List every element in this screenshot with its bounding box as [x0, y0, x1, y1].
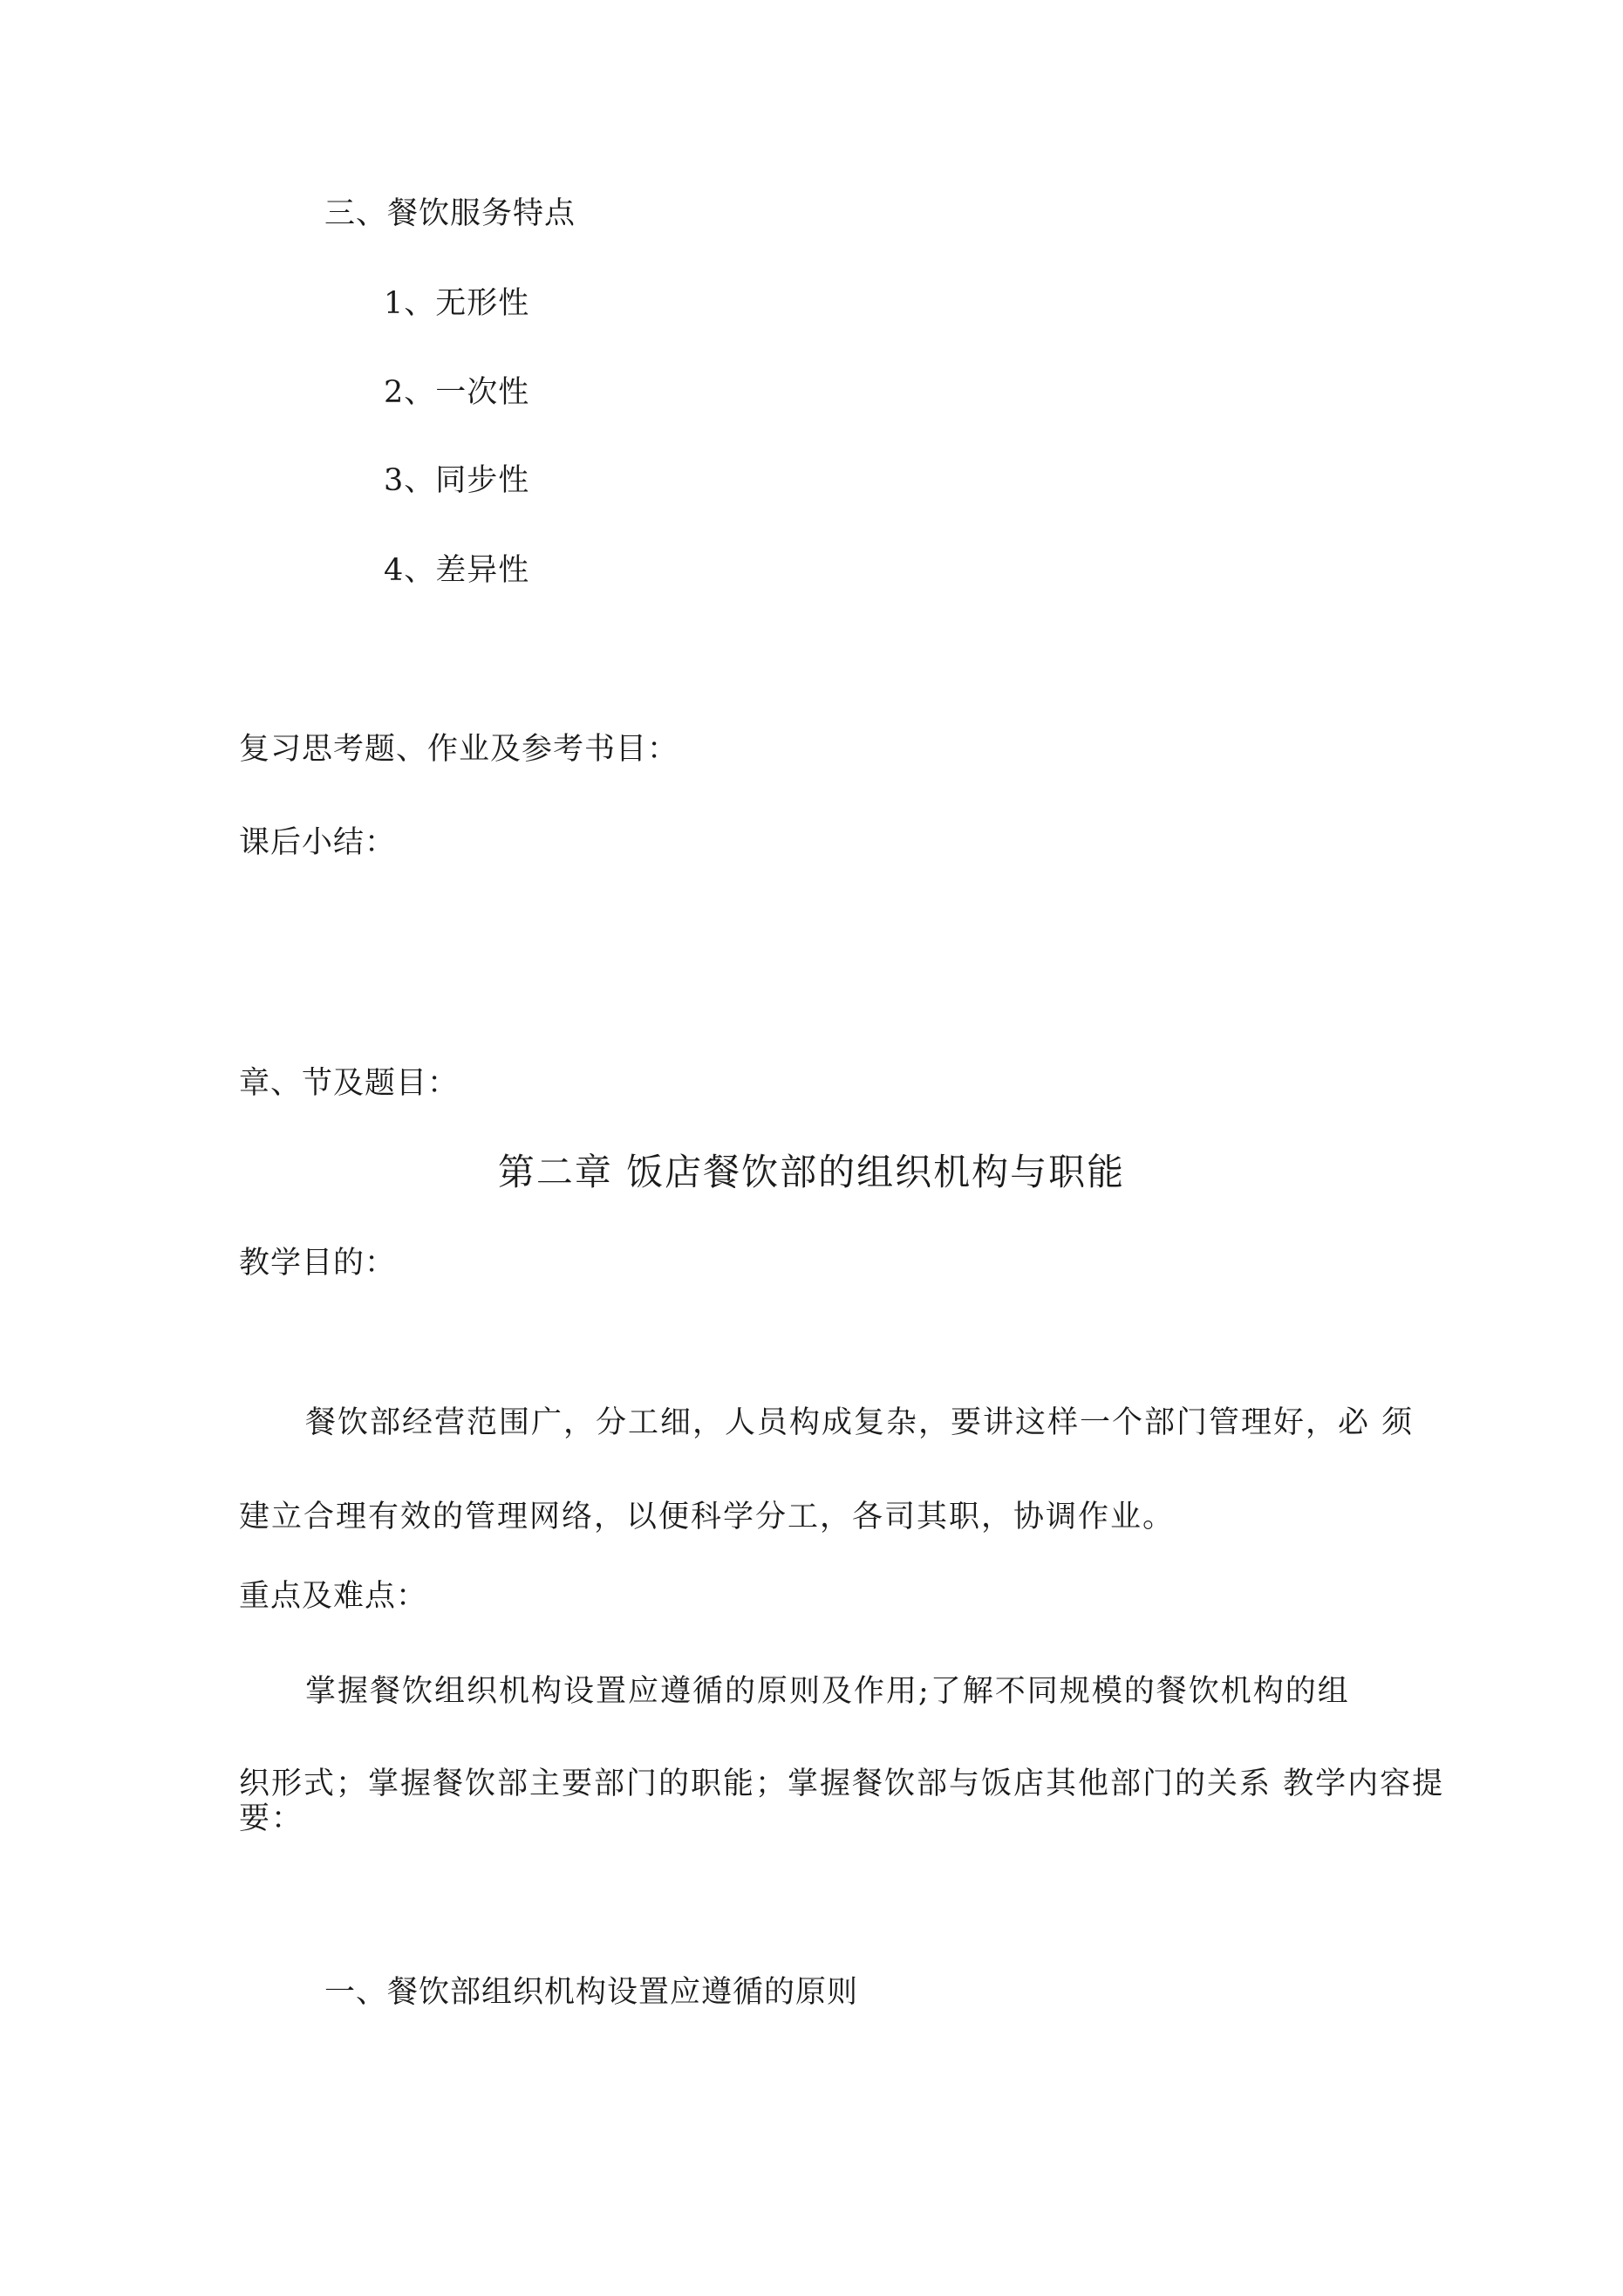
key-points-line-2: 织形式；掌握餐饮部主要部门的职能；掌握餐饮部与饭店其他部门的关系 教学内容提	[239, 1766, 1445, 1801]
list-item-one-time: 2、一次性	[384, 375, 530, 410]
chapter-title: 第二章 饭店餐饮部的组织机构与职能	[497, 1151, 1126, 1193]
list-item-variability: 4、差异性	[384, 553, 530, 588]
key-points-line-3: 要：	[239, 1801, 304, 1836]
key-points-line-1: 掌握餐饮组织机构设置应遵循的原则及作用;了解不同规模的餐饮机构的组	[305, 1674, 1350, 1709]
teaching-purpose-label: 教学目的：	[239, 1246, 397, 1281]
after-class-summary-label: 课后小结：	[239, 825, 397, 860]
chapter-section-label: 章、节及题目：	[239, 1066, 460, 1101]
section-three-heading: 三、餐饮服务特点	[324, 196, 576, 231]
review-questions-label: 复习思考题、作业及参考书目：	[239, 732, 679, 767]
teaching-purpose-line-2: 建立合理有效的管理网络，以便科学分工，各司其职，协调作业。	[239, 1500, 1176, 1534]
teaching-purpose-line-1: 餐饮部经营范围广，分工细，人员构成复杂，要讲这样一个部门管理好，必 须	[305, 1405, 1415, 1440]
key-points-label: 重点及难点：	[239, 1579, 428, 1614]
list-item-synchronous: 3、同步性	[384, 463, 530, 498]
section-one-heading: 一、餐饮部组织机构设置应遵循的原则	[324, 1975, 859, 2010]
list-item-intangibility: 1、无形性	[384, 286, 530, 321]
